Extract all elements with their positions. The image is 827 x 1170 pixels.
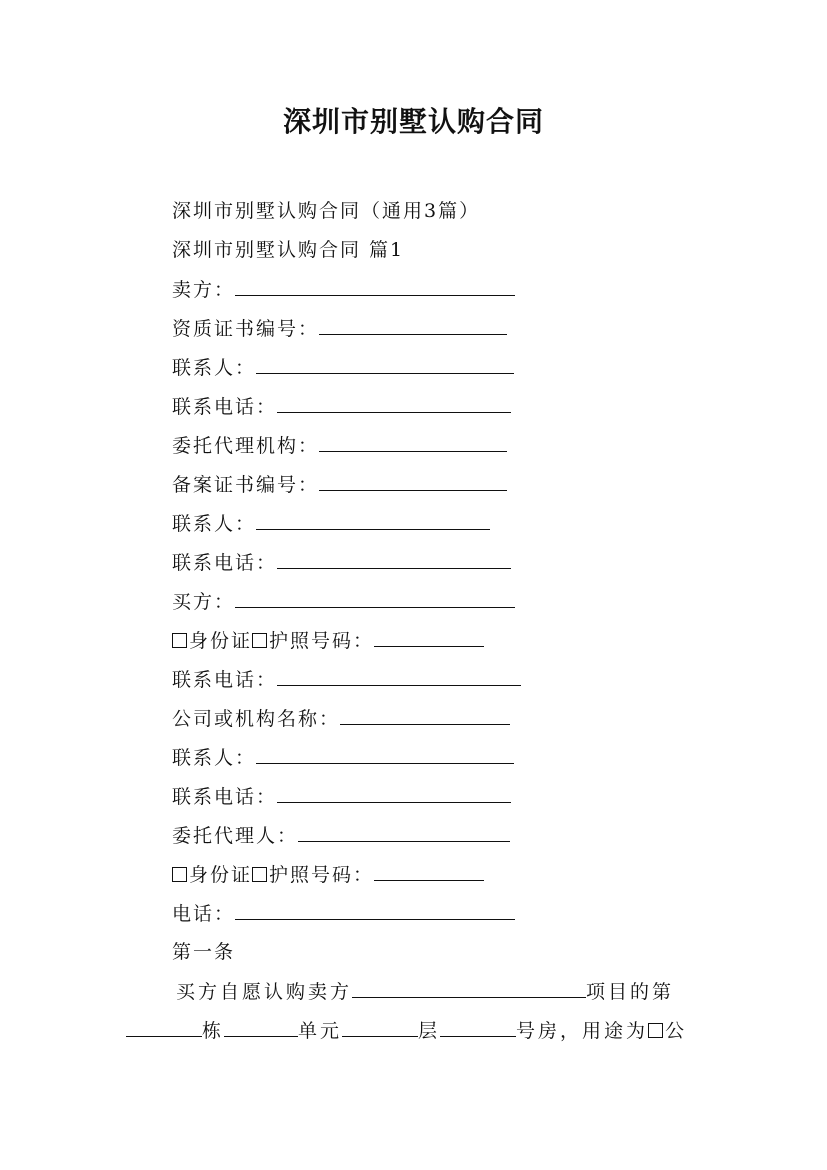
- public-use-label: 公: [665, 1020, 688, 1042]
- agency-contact-label: 联系人：: [172, 513, 257, 535]
- buyer-contact-phone-field: [172, 783, 511, 810]
- document-subtitle: 深圳市别墅认购合同（通用3篇）: [172, 200, 481, 222]
- agent-blank[interactable]: [298, 822, 510, 842]
- room-blank[interactable]: [440, 1017, 516, 1037]
- qualification-cert-label: 资质证书编号：: [172, 318, 320, 340]
- seller-field: [172, 276, 515, 303]
- seller-contact-field: [172, 354, 514, 381]
- seller-phone-blank[interactable]: [277, 393, 511, 413]
- article-line-1-text-a: 买方自愿认购卖方: [176, 981, 353, 1003]
- part-heading: 深圳市别墅认购合同 篇1: [172, 239, 405, 261]
- buyer-id-blank[interactable]: [374, 627, 484, 647]
- agency-blank[interactable]: [319, 432, 507, 452]
- company-name-field: [172, 705, 510, 732]
- buyer-phone-label: 联系电话：: [172, 669, 278, 691]
- buyer-contact-blank[interactable]: [256, 744, 514, 764]
- buyer-contact-phone-label: 联系电话：: [172, 786, 278, 808]
- agency-phone-label: 联系电话：: [172, 552, 278, 574]
- unit-label: 单元: [298, 1020, 343, 1042]
- building-label: 栋: [202, 1020, 225, 1042]
- public-use-checkbox[interactable]: [648, 1023, 663, 1038]
- agent-id-field: [172, 861, 484, 888]
- filing-cert-label: 备案证书编号：: [172, 474, 320, 496]
- buyer-blank[interactable]: [235, 588, 515, 608]
- company-name-blank[interactable]: [340, 705, 510, 725]
- filing-cert-field: [172, 471, 507, 498]
- agent-passport-label: 护照号码：: [269, 864, 375, 886]
- seller-contact-blank[interactable]: [256, 354, 514, 374]
- qualification-cert-blank[interactable]: [319, 315, 507, 335]
- room-label: 号房，用途为: [516, 1020, 649, 1042]
- agent-id-card-checkbox[interactable]: [172, 867, 187, 882]
- agency-phone-blank[interactable]: [277, 549, 511, 569]
- article-line-1-text-b: 项目的第: [586, 981, 675, 1003]
- buyer-contact-label: 联系人：: [172, 747, 257, 769]
- article-line-2: [126, 1017, 687, 1044]
- project-name-blank[interactable]: [352, 978, 586, 998]
- id-card-label: 身份证: [189, 630, 253, 652]
- seller-contact-label: 联系人：: [172, 357, 257, 379]
- seller-phone-field: [172, 393, 511, 420]
- agent-passport-checkbox[interactable]: [252, 867, 267, 882]
- building-blank[interactable]: [126, 1017, 202, 1037]
- company-name-label: 公司或机构名称：: [172, 708, 341, 730]
- agency-phone-field: [172, 549, 511, 576]
- passport-checkbox[interactable]: [252, 633, 267, 648]
- agent-field: [172, 822, 510, 849]
- agency-contact-field: [172, 510, 490, 537]
- article-heading: 第一条: [172, 941, 236, 963]
- agent-phone-blank[interactable]: [235, 900, 515, 920]
- filing-cert-blank[interactable]: [319, 471, 507, 491]
- buyer-id-field: [172, 627, 484, 654]
- agency-contact-blank[interactable]: [256, 510, 490, 530]
- buyer-phone-field: [172, 666, 521, 693]
- document-title: 深圳市别墅认购合同: [282, 105, 544, 138]
- buyer-label: 买方：: [172, 591, 236, 613]
- passport-label: 护照号码：: [269, 630, 375, 652]
- unit-blank[interactable]: [224, 1017, 298, 1037]
- seller-label: 卖方：: [172, 279, 236, 301]
- agency-field: [172, 432, 507, 459]
- qualification-cert-field: [172, 315, 507, 342]
- floor-blank[interactable]: [342, 1017, 418, 1037]
- seller-phone-label: 联系电话：: [172, 396, 278, 418]
- buyer-contact-field: [172, 744, 514, 771]
- floor-label: 层: [418, 1020, 441, 1042]
- buyer-field: [172, 588, 515, 615]
- agent-phone-field: [172, 900, 515, 927]
- article-line-1: [176, 978, 674, 1005]
- agent-phone-label: 电话：: [172, 903, 236, 925]
- agent-id-card-label: 身份证: [189, 864, 253, 886]
- agency-label: 委托代理机构：: [172, 435, 320, 457]
- id-card-checkbox[interactable]: [172, 633, 187, 648]
- agent-id-blank[interactable]: [374, 861, 484, 881]
- seller-blank[interactable]: [235, 276, 515, 296]
- buyer-phone-blank[interactable]: [277, 666, 521, 686]
- buyer-contact-phone-blank[interactable]: [277, 783, 511, 803]
- agent-label: 委托代理人：: [172, 825, 299, 847]
